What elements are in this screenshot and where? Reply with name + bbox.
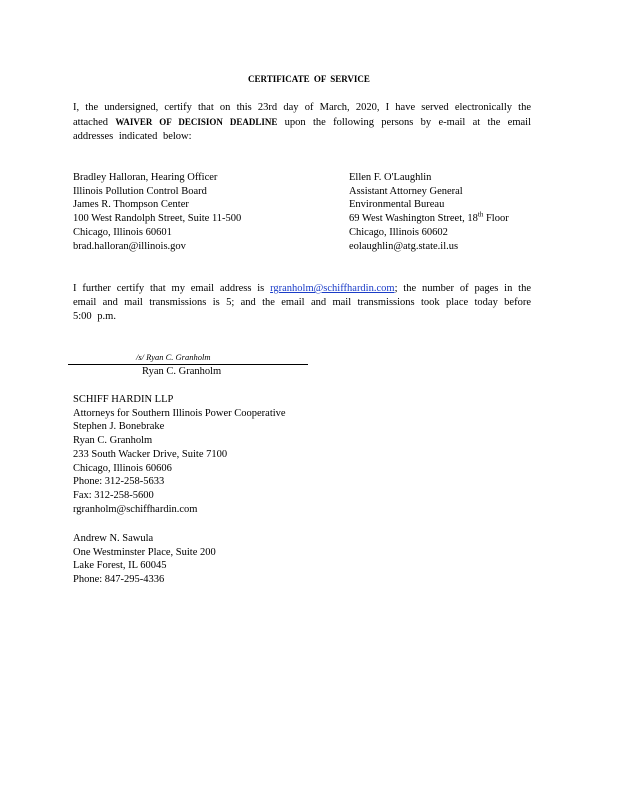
attorney-line: One Westminster Place, Suite 200 bbox=[73, 546, 216, 558]
served-document-title: WAIVER OF DECISION DEADLINE bbox=[115, 117, 278, 127]
service-text-after: upon the following persons by e-mail at the email addresses indicated below: bbox=[73, 117, 532, 142]
recipient-block-right bbox=[349, 171, 509, 253]
email-link[interactable]: rgranholm@schiffhardin.com bbox=[270, 283, 395, 294]
attorney-line: Andrew N. Sawula bbox=[73, 533, 154, 544]
certification-paragraph bbox=[73, 282, 531, 324]
certify-text: I further certify that my email address is bbox=[73, 283, 265, 294]
recipient-right-line: Chicago, Illinois 60602 bbox=[349, 226, 448, 238]
recipient-left-line: Bradley Halloran, Hearing Officer bbox=[73, 172, 218, 183]
recipient-left-line: Chicago, Illinois 60601 bbox=[73, 226, 172, 238]
recipient-right-line: Ellen F. O'Laughlin bbox=[349, 172, 432, 183]
recipient-block-left bbox=[73, 171, 241, 253]
recipient-left-line: 100 West Randolph Street, Suite 11-500 bbox=[73, 213, 242, 225]
firm-email: rgranholm@schiffhardin.com bbox=[73, 503, 198, 515]
recipient-right-email: eolaughlin@atg.state.il.us bbox=[349, 240, 459, 252]
firm-line: Fax: 312-258-5600 bbox=[73, 489, 154, 501]
firm-line: Chicago, Illinois 60606 bbox=[73, 462, 172, 474]
firm-line: Attorneys for Southern Illinois Power Cooperative bbox=[73, 407, 286, 419]
attorney-line: Lake Forest, IL 60045 bbox=[73, 560, 167, 572]
firm-line: 233 South Wacker Drive, Suite 7100 bbox=[73, 448, 228, 460]
service-text: I, the undersigned, certify that on this 23rd day of March, 2020, I have served electronically the attached bbox=[73, 102, 531, 128]
recipient-right-address bbox=[349, 212, 509, 226]
recipient-left-email: brad.halloran@illinois.gov bbox=[73, 240, 186, 252]
firm-block bbox=[73, 393, 286, 516]
firm-line: Stephen J. Bonebrake bbox=[73, 421, 165, 433]
attorney-line: Phone: 847-295-4336 bbox=[73, 574, 165, 586]
firm-line: SCHIFF HARDIN LLP bbox=[73, 394, 174, 405]
recipient-right-line: Environmental Bureau bbox=[349, 199, 445, 211]
certify-text-after: ; the number of pages in the email and mail transmissions is 5; and the email and mail transmissions took place today before 5:00 p.m. bbox=[73, 283, 532, 322]
signer-name: Ryan C. Granholm bbox=[142, 366, 222, 377]
recipient-right-line: Assistant Attorney General bbox=[349, 185, 463, 197]
firm-line: Phone: 312-258-5633 bbox=[73, 476, 165, 488]
firm-line: Ryan C. Granholm bbox=[73, 435, 153, 447]
service-paragraph bbox=[73, 101, 531, 144]
recipient-right-floor: Floor bbox=[485, 213, 509, 225]
recipient-right-street: 69 West Washington Street, 18 bbox=[349, 213, 478, 225]
signature-line bbox=[68, 364, 308, 365]
ordinal-suffix: th bbox=[477, 210, 484, 219]
document-title: CERTIFICATE OF SERVICE bbox=[248, 74, 370, 84]
recipient-left-line: James R. Thompson Center bbox=[73, 199, 189, 211]
second-attorney-block bbox=[73, 532, 216, 587]
recipient-left-line: Illinois Pollution Control Board bbox=[73, 185, 207, 197]
electronic-signature: /s/ Ryan C. Granholm bbox=[136, 352, 211, 362]
